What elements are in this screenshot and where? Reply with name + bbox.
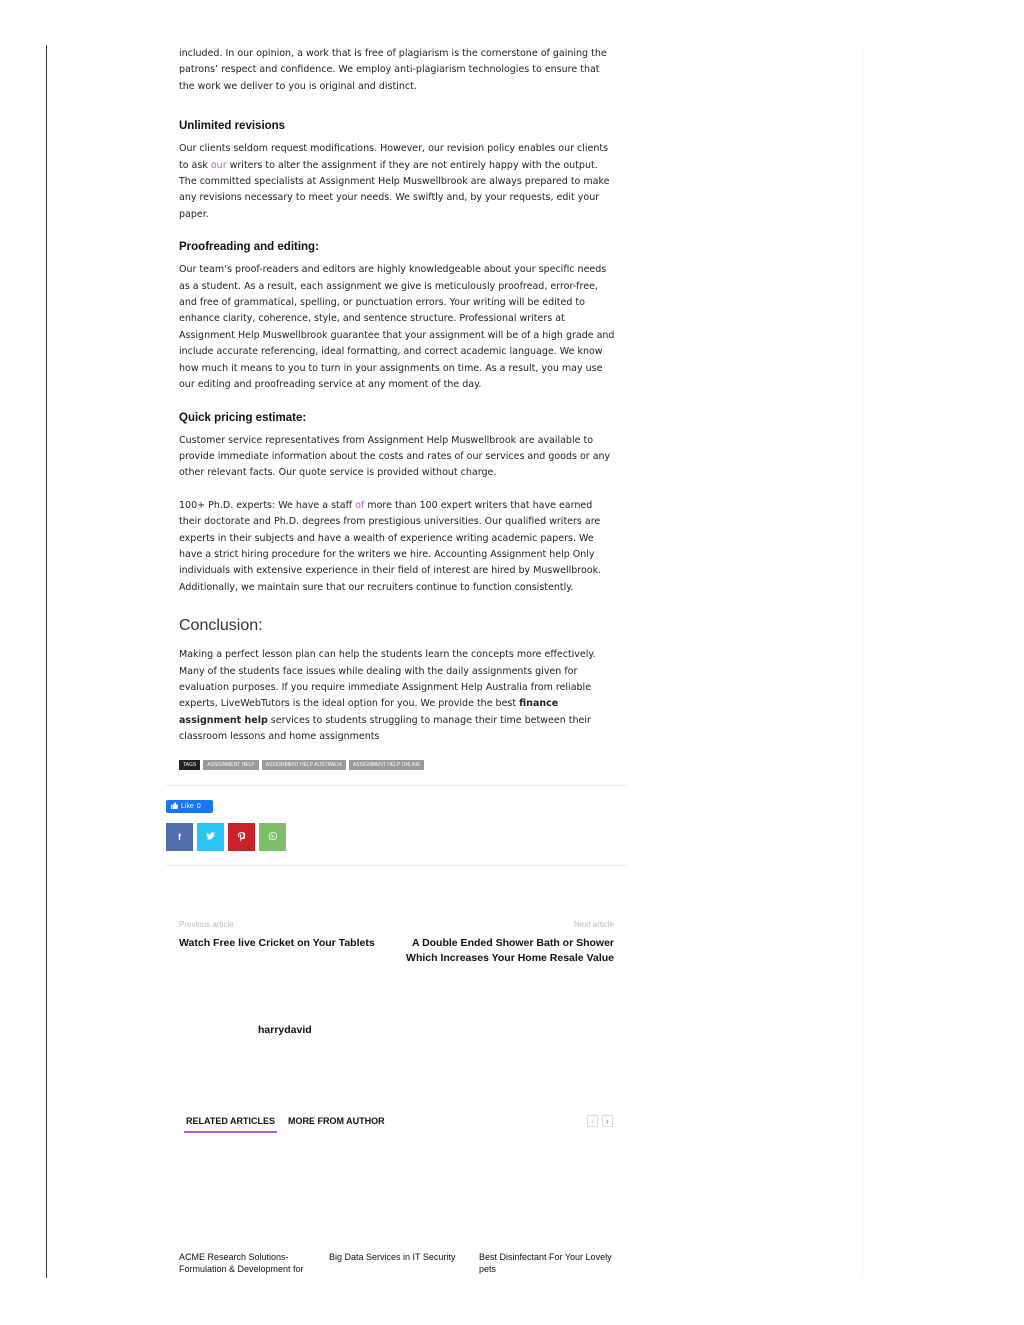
like-label: Like (181, 803, 194, 810)
our-link[interactable]: our (210, 159, 227, 171)
proofreading-paragraph: Our team’s proof-readers and editors are highly knowledgeable about your specific needs as a student. As a result, each assignment we give is meticulously proofread, error-free, and free of grammatical, spelling, or punctuation errors. Your writing will be edited to enhance clarity, coherence, style, and sentence structure. Professional writers at Assignment Help Muswellbrook guarantee that your assignment will be of a high grade and include accurate referencing, ideal formatting, and correct academic language. We know how much it means to you to turn in your assignments on time. As a result, you may use our editing and proofreading service at any moment of the day. (179, 264, 615, 391)
unlimited-revisions-heading: Unlimited revisions (179, 120, 286, 133)
article-body (179, 46, 615, 746)
twitter-share-button[interactable] (197, 823, 224, 851)
conclusion-paragraph (179, 647, 615, 745)
tab-related-articles[interactable]: RELATED ARTICLES (186, 1116, 275, 1126)
like-count: 0 (196, 803, 201, 810)
next-page-button[interactable] (602, 1115, 613, 1127)
tag-assignment-help-online[interactable]: ASSIGNMENT HELP ONLINE (349, 760, 424, 770)
active-tab-underline (184, 1131, 277, 1133)
paragraph-text: writers to alter the assignment if they are not entirely happy with the output. The committed specialists at Assignment Help Muswellbrook are always prepared to make any revisions necessary to meet your needs. We swiftly and, by your requests, edit your paper. (179, 159, 610, 220)
pricing-heading: Quick pricing estimate: (179, 411, 307, 424)
pinterest-icon (238, 832, 245, 843)
chevron-left-icon: ‹ (590, 1116, 595, 1126)
paragraph-text: Making a perfect lesson plan can help the students learn the concepts more effectively. Many of the students face issues while dealing with the daily assignments given for evaluation purposes. If you require immediate Assignment Help Australia from reliable experts, LiveWebTutors is the ideal option for you. We provide the best (179, 649, 596, 710)
previous-article-label: Previous article (179, 920, 234, 929)
facebook-share-button[interactable] (166, 823, 193, 851)
chevron-right-icon: › (605, 1116, 610, 1126)
paragraph-text: more than 100 expert writers that have earned their doctorate and Ph.D. degrees from prestigious universities. Our qualified writers are experts in their subjects and have a wealth of experience writing academic papers. We have a strict hiring procedure for the writers we hire. Accounting Assignment help Only individuals with extensive experience in their field of interest are hired by Muswellbrook. Additionally, we maintain sure that our recruiters continue to function consistently. (179, 499, 602, 593)
next-article-label: Next article (573, 920, 614, 929)
divider (166, 785, 628, 786)
author-name[interactable]: harrydavid (258, 1024, 312, 1036)
paragraph-text: Our clients seldom request modifications. However, our revision policy enables our clients to ask (179, 143, 609, 171)
left-border-line (46, 45, 47, 1278)
thumbs-up-icon (171, 802, 178, 811)
pricing-paragraph: Customer service representatives from Assignment Help Muswellbrook are available to provide immediate information about the costs and rates of our services and goods or any other relevant facts. Our quote service is provided without charge. (179, 434, 611, 479)
divider (166, 865, 628, 866)
pinterest-share-button[interactable] (228, 823, 255, 851)
proofreading-heading: Proofreading and editing: (179, 241, 319, 254)
related-article-title[interactable]: Best Disinfectant For Your Lovely pets (479, 1252, 612, 1274)
paragraph-text: services to students struggling to manage their time between their classroom lessons and home assignments (179, 714, 591, 743)
prev-page-button[interactable] (587, 1115, 598, 1127)
intro-paragraph: included. In our opinion, a work that is free of plagiarism is the cornerstone of gaining the patrons’ respect and confidence. We employ anti-plagiarism technologies to ensure that the work we deliver to you is original and distinct. (179, 48, 607, 92)
whatsapp-share-button[interactable] (259, 823, 286, 851)
tag-assignment-help-australia[interactable]: ASSIGNMENT HELP AUSTRALIA (262, 760, 346, 770)
paragraph-text: 100+ Ph.D. experts: We have a staff (179, 499, 356, 511)
tags-label: TAGS (179, 760, 200, 770)
related-article-title[interactable]: ACME Research Solutions- Formulation & Development for (179, 1252, 304, 1274)
related-article-title[interactable]: Big Data Services in IT Security (329, 1252, 456, 1262)
twitter-icon (206, 832, 215, 842)
tag-assignment-help[interactable]: ASSIGNMENT HELP (203, 760, 258, 770)
finance-assignment-help-link[interactable]: finance assignment help (179, 698, 559, 726)
right-border-line (862, 45, 863, 1278)
unlimited-revisions-paragraph (179, 141, 615, 223)
whatsapp-icon (268, 831, 278, 843)
previous-article-link[interactable]: Watch Free live Cricket on Your Tablets (179, 937, 375, 949)
tags-row (179, 760, 424, 770)
tab-more-from-author[interactable]: MORE FROM AUTHOR (288, 1116, 385, 1126)
facebook-icon: f (178, 832, 181, 842)
experts-paragraph (179, 498, 615, 596)
next-article-link[interactable]: A Double Ended Shower Bath or Shower Which Increases Your Home Resale Value (406, 937, 614, 964)
conclusion-heading: Conclusion: (179, 617, 263, 635)
of-link[interactable]: of (355, 499, 365, 511)
facebook-like-button[interactable] (166, 800, 213, 813)
